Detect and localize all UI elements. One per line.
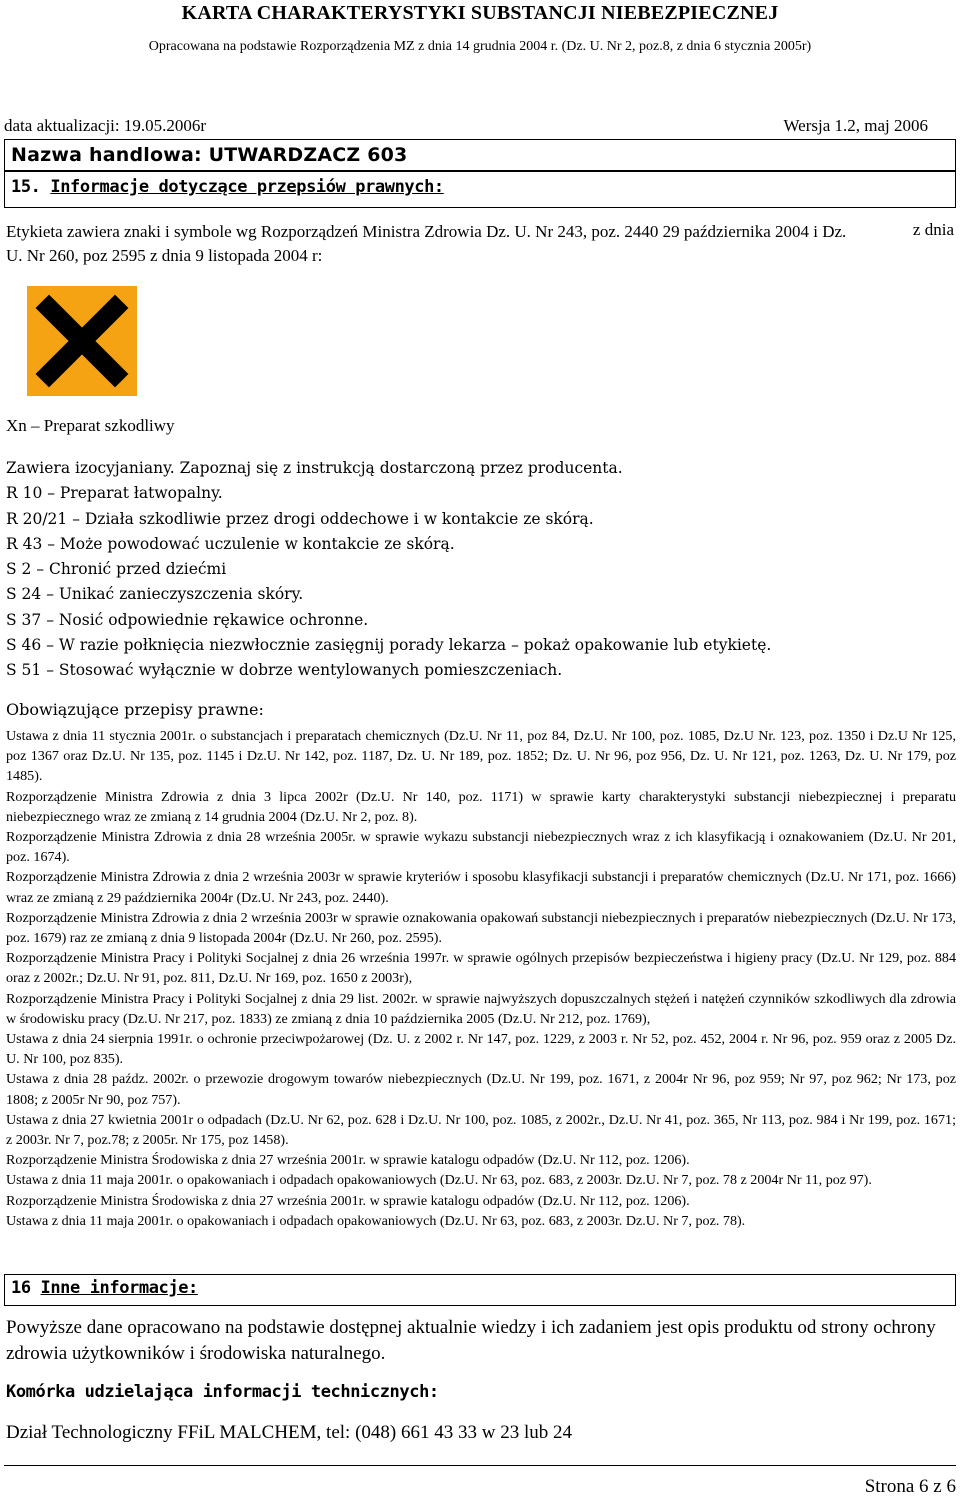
footer-divider [4, 1465, 956, 1466]
regulation-item: Ustawa z dnia 11 maja 2001r. o opakowaniach i odpadach opakowaniowych (Dz.U. Nr 63, poz. 683, z 2003r. Dz.U. Nr 7, poz. 78 z 2004r Nr 11, poz 97). [6, 1172, 872, 1189]
label-intro: Etykieta zawiera znaki i symbole wg Rozporządzeń Ministra Zdrowia Dz. U. Nr 243, poz. 2440 29 października 2004 i Dz. U. Nr 260, poz 2595 z dnia 9 listopada 2004 r: [6, 222, 847, 265]
phrase-line: S 51 – Stosować wyłącznie w dobrze wentylowanych pomieszczeniach. [6, 661, 563, 680]
harmful-hazard-symbol [27, 286, 137, 396]
section-15-title-text: Informacje dotyczące przepsiów prawnych: [50, 177, 444, 197]
contact-heading: Komórka udzielająca informacji technicznych: [6, 1382, 439, 1402]
section-15-header [4, 171, 956, 208]
regulation-item: Rozporządzenie Ministra Zdrowia z dnia 28 września 2005r. w sprawie wykazu substancji niebezpiecznych wraz z ich klasyfikacją i oznakowaniem (Dz.U. Nr 201, poz. 1674). [6, 829, 956, 866]
phrase-line: R 20/21 – Działa szkodliwie przez drogi oddechowe i w kontakcie ze skórą. [6, 509, 594, 528]
update-date: data aktualizacji: 19.05.2006r [4, 116, 207, 135]
regulations-heading: Obowiązujące przepisy prawne: [6, 700, 264, 719]
document-title: KARTA CHARAKTERYSTYKI SUBSTANCJI NIEBEZPIECZNEJ [181, 2, 779, 24]
section-16-title [11, 1278, 198, 1298]
section-16-header [4, 1274, 956, 1306]
section-15-title [11, 177, 444, 197]
regulation-item: Ustawa z dnia 24 sierpnia 1991r. o ochronie przeciwpożarowej (Dz. U. z 2002 r. Nr 147, poz. 1229, z 2003 r. Nr 52, poz. 452, 2004 r. Nr 96, poz. 959 oraz z 2005 Dz. U. Nr 100, poz 835). [6, 1031, 956, 1068]
contact-info: Dział Technologiczny FFiL MALCHEM, tel: (048) 661 43 33 w 23 lub 24 [6, 1422, 572, 1443]
regulation-item: Ustawa z dnia 28 paźdz. 2002r. o przewozie drogowym towarów niebezpiecznych (Dz.U. Nr 199, poz. 1671, z 2004r Nr 96, poz 959; Nr 97, poz 962; Nr 173, poz 1808; z 2005r Nr 90, poz 757). [6, 1071, 956, 1108]
phrase-line: R 10 – Preparat łatwopalny. [6, 484, 223, 503]
regulation-item: Ustawa z dnia 11 stycznia 2001r. o substancjach i preparatach chemicznych (Dz.U. Nr 11, poz 84, Dz.U. Nr 100, poz. 1085, Dz.U Nr. 123, poz. 1350 i Dz.U Nr 125, poz 1367 oraz Dz.U. Nr 135, poz. 1145 i Dz.U. Nr 142, poz. 1187, Dz. U. Nr 189, poz. 1852; Dz. U. Nr 96, poz 956, Dz. U. Nr 121, poz. 1263, Dz. U. Nr 179, poz 1485). [6, 728, 956, 785]
phrase-line: S 46 – W razie połknięcia niezwłocznie zasięgnij porady lekarza – pokaż opakowanie lub etykietę. [6, 636, 772, 655]
label-intro-right: z dnia [912, 220, 954, 239]
regulation-item: Rozporządzenie Ministra Pracy i Polityki Socjalnej z dnia 26 września 1997r. w sprawie ogólnych przepisów bezpieczeństwa i higieny pracy (Dz.U. Nr 129, poz. 884 oraz z 2002r.; Dz.U. Nr 91, poz. 811, Dz.U. Nr 169, poz. 1650 z 2003r), [6, 950, 956, 987]
regulation-item: Rozporządzenie Ministra Zdrowia z dnia 2 września 2003r w sprawie oznakowania opakowań substancji niebezpiecznych i preparatów niebezpiecznych (Dz.U. Nr 173, poz. 1679) raz ze zmianą z dnia 9 listopada 2004r (Dz.U. Nr 260, poz. 2595). [6, 909, 956, 947]
section-16-title-text: Inne informacje: [40, 1278, 198, 1298]
risk-safety-phrases [6, 456, 954, 684]
section-15-number: 15. [11, 177, 41, 197]
other-info-text: Powyższe dane opracowano na podstawie dostępnej aktualnie wiedzy i ich zadaniem jest opis produktu od strony ochrony zdrowia użytkowników i środowiska naturalnego. [6, 1317, 936, 1364]
regulation-item: Rozporządzenie Ministra Zdrowia z dnia 3 lipca 2002r (Dz.U. Nr 140, poz. 1171) w sprawie karty charakterystyki substancji niebezpiecznej i preparatu niebezpiecznego wraz ze zmianą z 14 grudnia 2004 (Dz.U. Nr 2, poz. 8). [6, 788, 956, 825]
version-label: Wersja 1.2, maj 2006 [783, 116, 928, 135]
regulation-item: Rozporządzenie Ministra Zdrowia z dnia 2 września 2003r w sprawie kryteriów i sposobu klasyfikacji substancji i preparatów chemicznych (Dz.U. Nr 171, poz. 1666) wraz ze zmianą z 29 października 2004r (Dz.U. Nr 243, poz. 2440). [6, 869, 956, 906]
hazard-label: Xn – Preparat szkodliwy [6, 416, 175, 435]
section-16-number: 16 [11, 1278, 31, 1298]
phrase-line: S 2 – Chronić przed dziećmi [6, 560, 227, 579]
regulation-item: Rozporządzenie Ministra Środowiska z dnia 27 września 2001r. w sprawie katalogu odpadów (Dz.U. Nr 112, poz. 1206). [6, 1192, 690, 1209]
regulation-item: Ustawa z dnia 27 kwietnia 2001r o odpadach (Dz.U. Nr 62, poz. 628 i Dz.U. Nr 100, poz. 1085, z 2002r., Dz.U. Nr 41, poz. 365, Nr 113, poz. 984 i Nr 199, poz. 1671; z 2003r. Nr 7, poz.78; z 2005r. Nr 175, poz 1458). [6, 1111, 956, 1149]
regulation-item: Rozporządzenie Ministra Środowiska z dnia 27 września 2001r. w sprawie katalogu odpadów (Dz.U. Nr 112, poz. 1206). [6, 1152, 690, 1169]
phrase-line: R 43 – Może powodować uczulenie w kontakcie ze skórą. [6, 534, 455, 553]
regulation-item: Ustawa z dnia 11 maja 2001r. o opakowaniach i odpadach opakowaniowych (Dz.U. Nr 63, poz. 683, z 2003r. Dz.U. Nr 7, poz. 78). [6, 1212, 746, 1229]
saint-andrew-cross-icon [27, 286, 137, 396]
page-number: Strona 6 z 6 [864, 1476, 956, 1497]
regulations-list [6, 726, 956, 1231]
phrase-line: Zawiera izocyjaniany. Zapoznaj się z instrukcją dostarczoną przez producenta. [6, 459, 623, 477]
regulation-item: Rozporządzenie Ministra Pracy i Polityki Socjalnej z dnia 29 list. 2002r. w sprawie najwyższych dopuszczalnych stężeń i natężeń czynników szkodliwych dla zdrowia w środowisku pracy (Dz.U. Nr 217, poz. 1833) ze zmianą z dnia 10 października 2005 (Dz.U. Nr 212, poz. 1769), [6, 990, 956, 1027]
document-subtitle: Opracowana na podstawie Rozporządzenia MZ z dnia 14 grudnia 2004 r. (Dz. U. Nr 2, poz.8, z dnia 6 stycznia 2005r) [148, 39, 812, 54]
phrase-line: S 37 – Nosić odpowiednie rękawice ochronne. [6, 610, 369, 629]
phrase-line: S 24 – Unikać zanieczyszczenia skóry. [6, 585, 304, 604]
product-name: Nazwa handlowa: UTWARDZACZ 603 [11, 144, 408, 166]
product-name-box [4, 139, 956, 171]
